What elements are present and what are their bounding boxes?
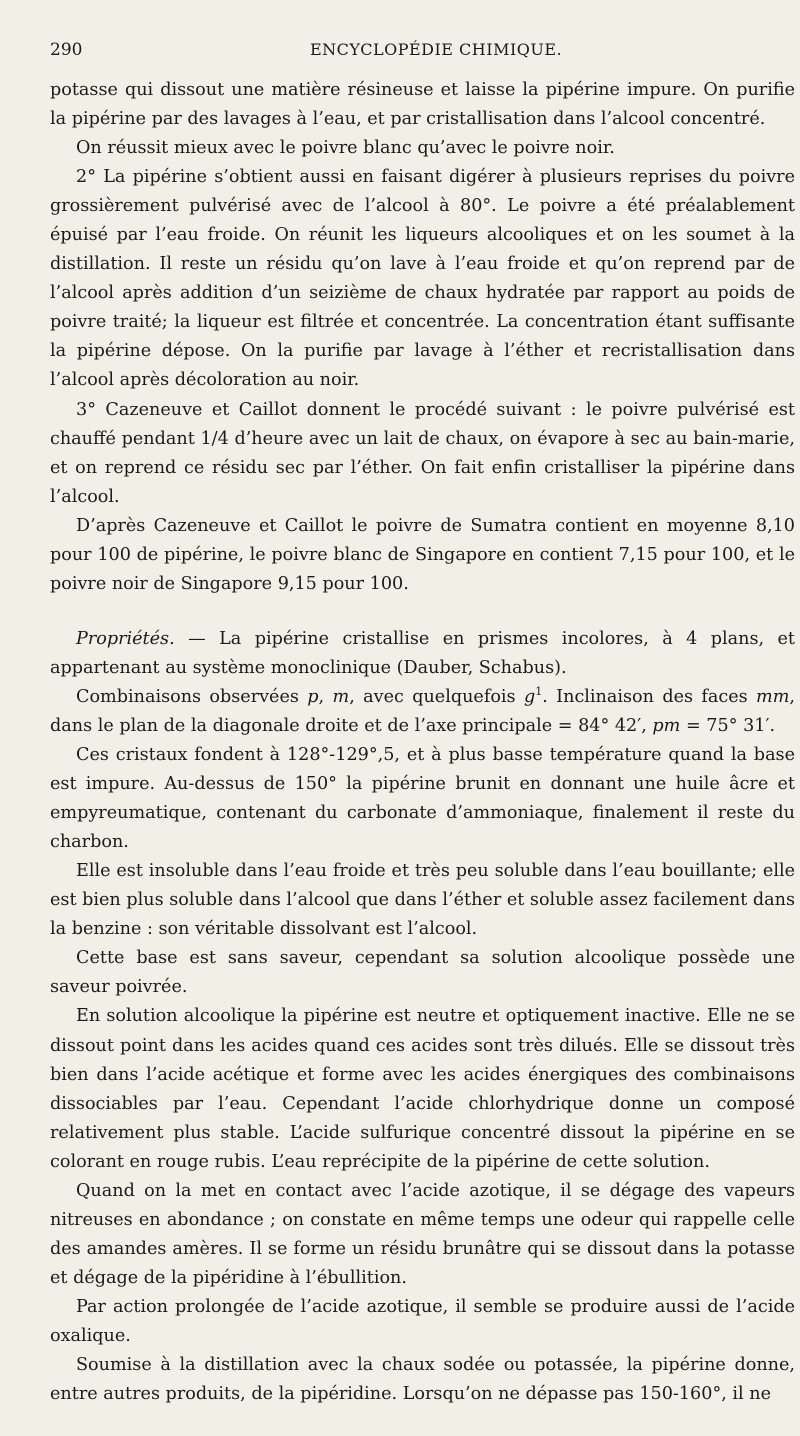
crystal-face-symbol: m bbox=[332, 686, 350, 707]
paragraph: D’après Cazeneuve et Caillot le poivre de Sumatra contient en moyenne 8,10 pour 100 de pipérine, le poivre blanc de Singapore en contient 7,15 pour 100, et le poivre noir de Singapore 9,15 pour 100. bbox=[50, 515, 795, 594]
superscript: 1 bbox=[535, 685, 543, 699]
paragraph: 2° La pipérine s’obtient aussi en faisant digérer à plusieurs reprises du poivre grossièrement pulvérisé avec de l’alcool à 80°. Le poivre a été préalablement épuisé par l’eau froide. On réunit les liqueurs alcooliques et on les soumet à la distillation. Il reste un résidu qu’on lave à l’eau froide et qu’on reprend par de l’alcool après addition d’un seizième de chaux hydratée par rapport au poids de poivre traité; la liqueur est filtrée et concentrée. La concentration étant suffisante la pipérine dépose. On la purifie par lavage à l’éther et recristallisation dans l’alcool après décoloration au noir. bbox=[50, 167, 795, 391]
crystal-face-symbol: mm bbox=[756, 686, 790, 707]
paragraph: Soumise à la distillation avec la chaux sodée ou potassée, la pipérine donne, entre autres produits, de la pipéridine. Lorsqu’on ne dépasse pas 150-160°, il ne bbox=[50, 1355, 795, 1405]
combinations-paragraph bbox=[50, 683, 795, 741]
text-run: Combinaisons observées bbox=[76, 686, 308, 707]
body-text bbox=[50, 76, 795, 1409]
page-header bbox=[50, 40, 795, 70]
section-heading: Propriétés. bbox=[76, 628, 175, 649]
properties-paragraph bbox=[50, 625, 795, 683]
text-run: . Inclinaison des faces bbox=[542, 686, 757, 707]
crystal-face-symbol: pm bbox=[652, 715, 681, 736]
paragraph: Ces cristaux fondent à 128°-129°,5, et à plus basse température quand la base est impure. Au-dessus de 150° la pipérine brunit en donnant une huile âcre et empyreumatique, contenant du carbonate d’ammoniaque, finalement il reste du charbon. bbox=[50, 745, 795, 853]
paragraph-text: — La pipérine cristallise en prismes incolores, à 4 plans, et appartenant au système monoclinique (Dauber, Schabus). bbox=[50, 628, 795, 678]
paragraph: Elle est insoluble dans l’eau froide et très peu soluble dans l’eau bouillante; elle est bien plus soluble dans l’alcool que dans l’éther et soluble assez facilement dans la benzine : son véritable dissolvant est l’alcool. bbox=[50, 861, 795, 940]
paragraph: 3° Cazeneuve et Caillot donnent le procédé suivant : le poivre pulvérisé est chauffé pendant 1/4 d’heure avec un lait de chaux, on évapore à sec au bain-marie, et on reprend ce résidu sec par l’éther. On fait enfin cristalliser la pipérine dans l’alcool. bbox=[50, 399, 795, 507]
paragraph: Par action prolongée de l’acide azotique, il semble se produire aussi de l’acide oxalique. bbox=[50, 1296, 795, 1346]
text-run: , avec quelquefois bbox=[349, 686, 524, 707]
paragraph: En solution alcoolique la pipérine est neutre et optiquement inactive. Elle ne se dissout point dans les acides quand ces acides sont très dilués. Elle se dissout très bien dans l’acide acétique et forme avec les acides énergiques des combinaisons dissociables par l’eau. Cependant l’acide chlorhydrique donne un composé relativement plus stable. L’acide sulfurique concentré dissout la pipérine en se colorant en rouge rubis. L’eau reprécipite de la pipérine de cette solution. bbox=[50, 1006, 795, 1172]
running-head: ENCYCLOPÉDIE CHIMIQUE. bbox=[310, 40, 563, 59]
crystal-face-symbol: p bbox=[307, 686, 319, 707]
document-page bbox=[50, 40, 795, 1409]
crystal-face-symbol: g bbox=[523, 686, 536, 707]
paragraph: On réussit mieux avec le poivre blanc qu’avec le poivre noir. bbox=[76, 138, 615, 159]
paragraph: Cette base est sans saveur, cependant sa solution alcoolique possède une saveur poivrée. bbox=[50, 948, 795, 998]
page-number: 290 bbox=[50, 40, 83, 60]
paragraph: potasse qui dissout une matière résineuse et laisse la pipérine impure. On purifie la pipérine par des lavages à l’eau, et par cristallisation dans l’alcool concentré. bbox=[50, 80, 795, 130]
text-run: , bbox=[318, 686, 333, 707]
paragraph: Quand on la met en contact avec l’acide azotique, il se dégage des vapeurs nitreuses en abondance ; on constate en même temps une odeur qui rappelle celle des amandes amères. Il se forme un résidu brunâtre qui se dissout dans la potasse et dégage de la pipéridine à l’ébullition. bbox=[50, 1180, 795, 1288]
text-run: = 75° 31′. bbox=[680, 715, 776, 736]
text-run: , dans le plan de la diagonale droite et de l’axe principale = 84° 42′, bbox=[50, 686, 795, 736]
